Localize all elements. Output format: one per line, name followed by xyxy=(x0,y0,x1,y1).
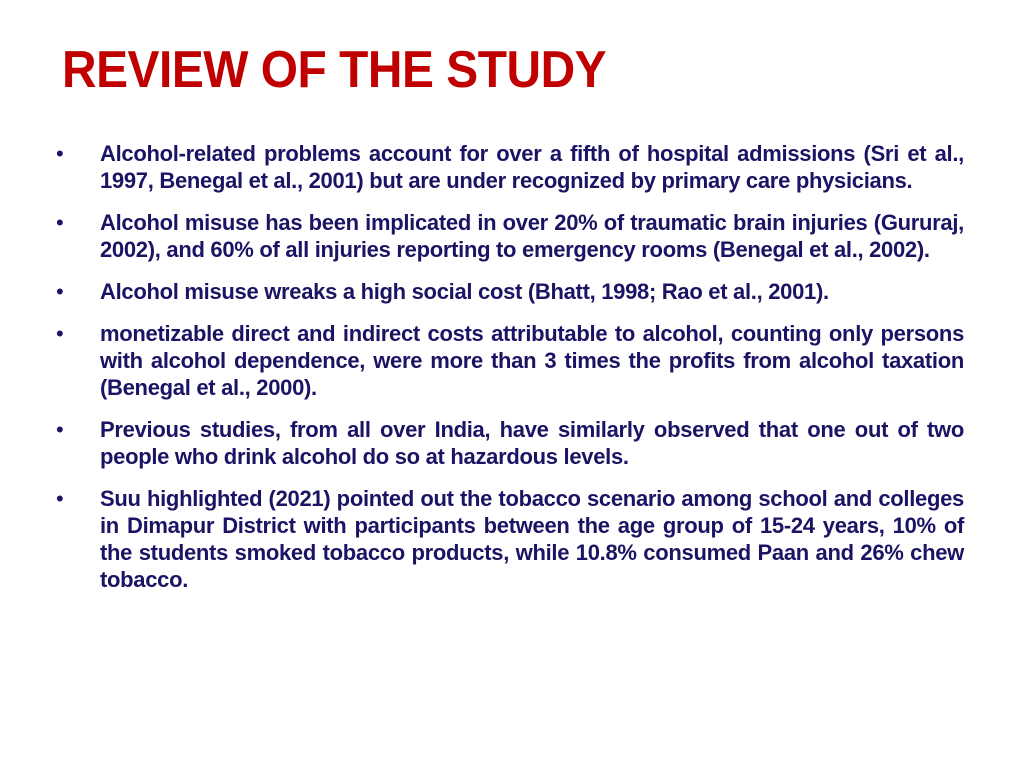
bullet-text: Previous studies, from all over India, have similarly observed that one out of two people who drink alcohol do so at hazardous levels. xyxy=(100,417,964,469)
bullet-point-icon: • xyxy=(56,210,64,235)
bullet-text: Alcohol misuse wreaks a high social cost (Bhatt, 1998; Rao et al., 2001). xyxy=(100,279,829,304)
bullet-point-icon: • xyxy=(56,417,64,442)
bullet-point-icon: • xyxy=(56,486,64,511)
bullet-item xyxy=(56,209,964,263)
bullet-item xyxy=(56,485,964,593)
bullet-text: Alcohol misuse has been implicated in over 20% of traumatic brain injuries (Gururaj, 2002), and 60% of all injuries reporting to emergency rooms (Benegal et al., 2002). xyxy=(100,210,964,262)
bullet-item xyxy=(56,320,964,401)
bullet-point-icon: • xyxy=(56,321,64,346)
bullet-text: monetizable direct and indirect costs attributable to alcohol, counting only persons with alcohol dependence, were more than 3 times the profits from alcohol taxation (Benegal et al., 2000). xyxy=(100,321,964,400)
bullet-item xyxy=(56,416,964,470)
bullet-list xyxy=(56,140,964,608)
bullet-item xyxy=(56,278,964,305)
bullet-text: Alcohol-related problems account for over a fifth of hospital admissions (Sri et al., 1997, Benegal et al., 2001) but are under recognized by primary care physicians. xyxy=(100,141,964,193)
bullet-point-icon: • xyxy=(56,141,64,166)
bullet-item xyxy=(56,140,964,194)
bullet-point-icon: • xyxy=(56,279,64,304)
slide-title: REVIEW OF THE STUDY xyxy=(62,41,607,99)
bullet-text: Suu highlighted (2021) pointed out the tobacco scenario among school and colleges in Dimapur District with participants between the age group of 15-24 years, 10% of the students smoked tobacco products, while 10.8% consumed Paan and 26% chew tobacco. xyxy=(100,486,964,592)
